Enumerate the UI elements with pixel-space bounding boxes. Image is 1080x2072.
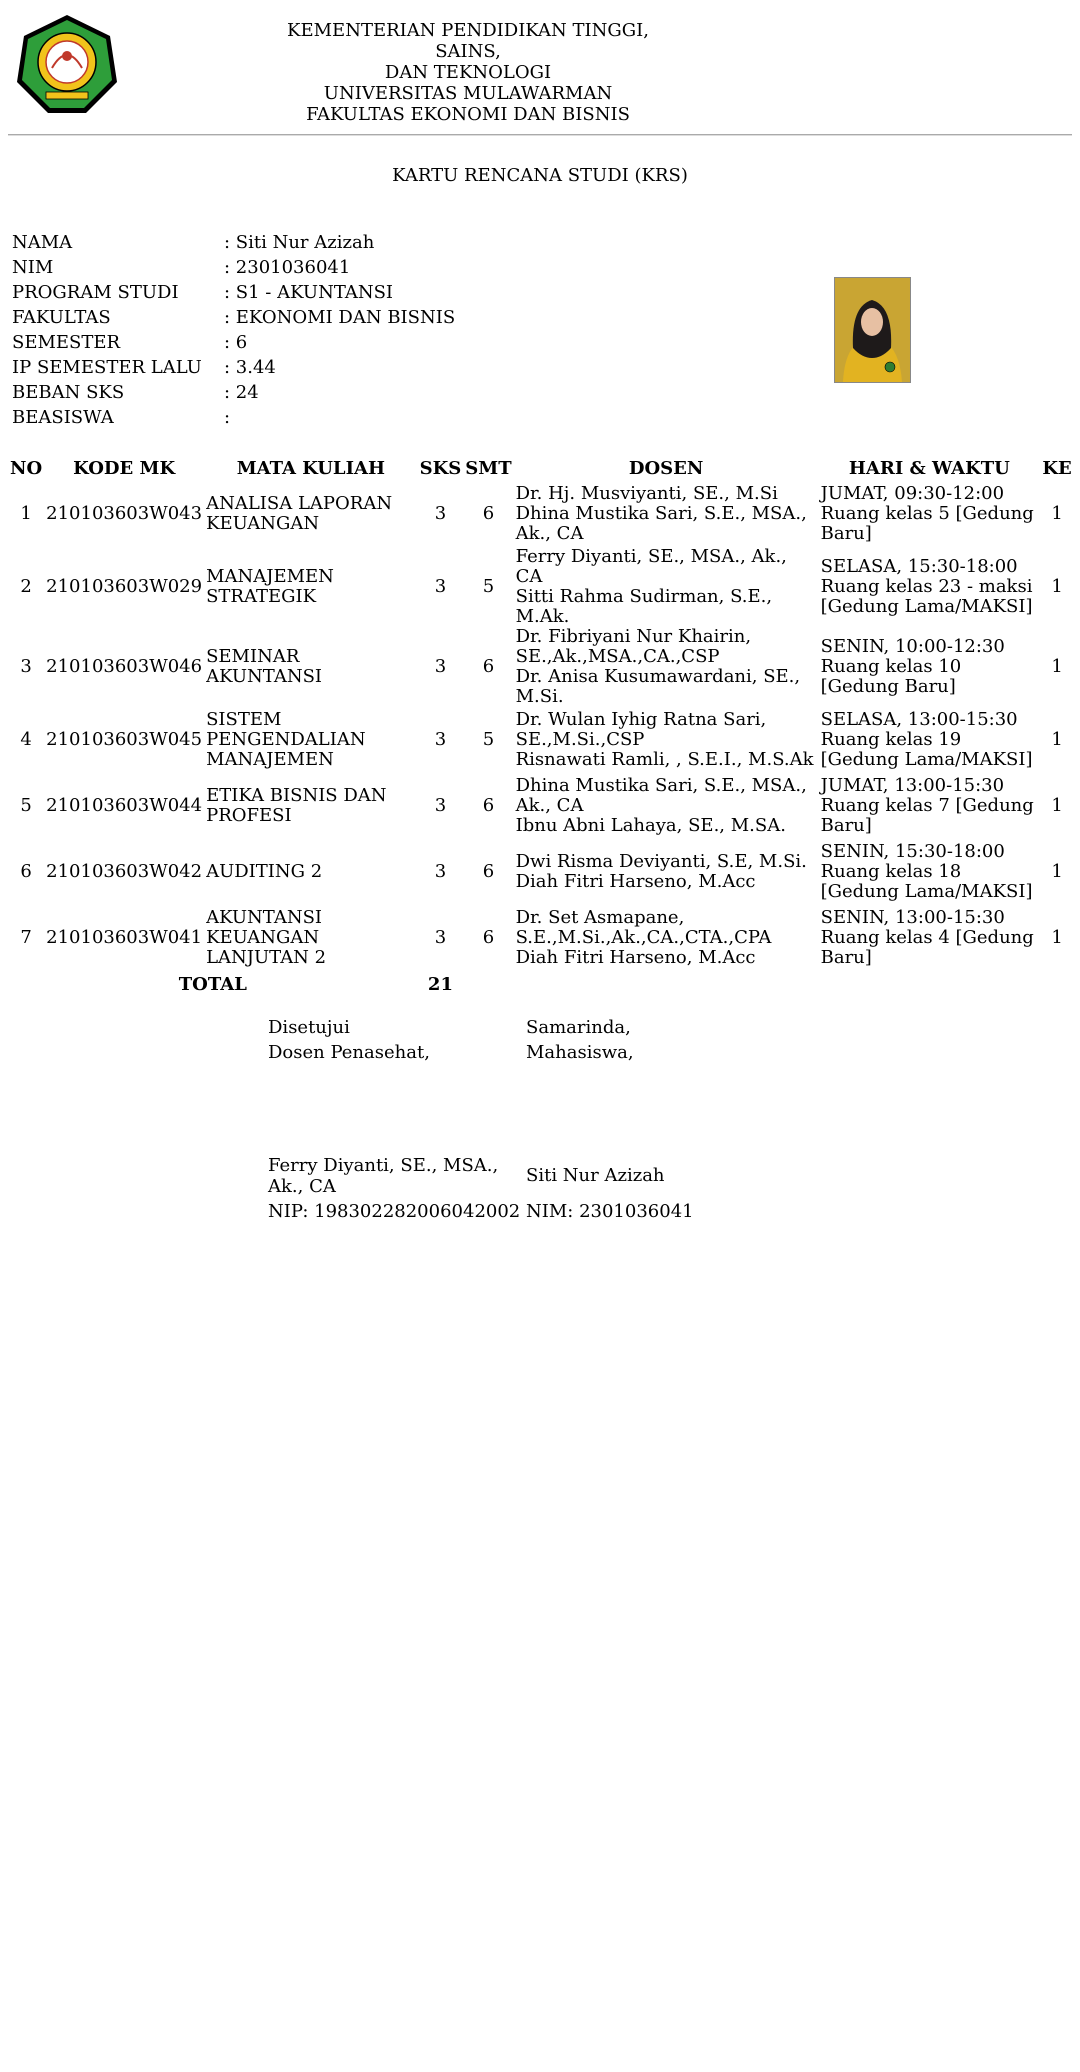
- total-spacer: [463, 971, 1074, 999]
- cell-smt: 6: [482, 927, 495, 948]
- profile-label: FAKULTAS: [12, 307, 111, 328]
- cell-dosen: [514, 707, 819, 773]
- approval-text: Disetujui: [268, 1017, 350, 1038]
- column-header-kode: KODE MK: [73, 458, 176, 479]
- table-header-row: [8, 456, 1074, 481]
- schedule-time: SELASA, 13:00-15:30: [820, 709, 1018, 730]
- schedule-time: JUMAT, 13:00-15:30: [820, 775, 1005, 796]
- cell-sks: 3: [434, 861, 447, 882]
- lecturer-name: Dr. Hj. Musviyanti, SE., M.Si: [515, 483, 778, 504]
- cell-dosen: [514, 839, 819, 905]
- cell-kode: 210103603W043: [46, 503, 203, 524]
- cell-kode: 210103603W041: [46, 927, 203, 948]
- schedule-room: Ruang kelas 23 - maksi [Gedung Lama/MAKSI]: [820, 576, 1033, 617]
- cell-sks: 3: [434, 656, 447, 677]
- schedule-room: Ruang kelas 19 [Gedung Lama/MAKSI]: [820, 729, 1033, 770]
- lecturer-name: Dr. Wulan Iyhig Ratna Sari, SE.,M.Si.,CSP: [515, 709, 767, 750]
- cell-sks: 3: [434, 927, 447, 948]
- cell-hari-waktu: [819, 905, 1041, 971]
- lecturer-name: Dhina Mustika Sari, S.E., MSA., Ak., CA: [515, 775, 807, 816]
- lecturer-name: Dwi Risma Deviyanti, S.E, M.Si.: [515, 851, 807, 872]
- cell-sks: 3: [434, 503, 447, 524]
- column-header-no: NO: [10, 458, 43, 479]
- cell-no: 7: [20, 927, 32, 948]
- document-header: [0, 0, 1080, 135]
- column-header-mata-kuliah: MATA KULIAH: [236, 458, 385, 479]
- profile-value: : 6: [224, 332, 248, 353]
- student-name: Siti Nur Azizah: [526, 1165, 665, 1186]
- table-row: [8, 905, 1074, 971]
- lecturer-name: Sitti Rahma Sudirman, S.E., M.Ak.: [515, 586, 773, 627]
- profile-row-nama: [12, 230, 712, 255]
- institution-line: FAKULTAS EKONOMI DAN BISNIS: [306, 104, 630, 125]
- cell-smt: 5: [482, 729, 495, 750]
- cell-hari-waktu: [819, 839, 1041, 905]
- table-row: [8, 547, 1074, 627]
- cell-ke: 1: [1051, 576, 1063, 597]
- table-row: [8, 839, 1074, 905]
- cell-smt: 6: [482, 861, 495, 882]
- lecturer-name: Ibnu Abni Lahaya, SE., M.SA.: [515, 815, 786, 836]
- column-header-ke: KE: [1042, 458, 1072, 479]
- cell-hari-waktu: [819, 707, 1041, 773]
- profile-label: NAMA: [12, 232, 73, 253]
- cell-mata-kuliah: ANALISA LAPORAN KEUANGAN: [206, 493, 393, 534]
- profile-row-semester: [12, 330, 712, 355]
- schedule-room: Ruang kelas 4 [Gedung Baru]: [820, 927, 1034, 968]
- institution-line: KEMENTERIAN PENDIDIKAN TINGGI, SAINS,: [287, 20, 649, 62]
- lecturer-name: Diah Fitri Harseno, M.Acc: [515, 871, 756, 892]
- profile-row-beban-sks: [12, 380, 712, 405]
- schedule-room: Ruang kelas 5 [Gedung Baru]: [820, 503, 1034, 544]
- profile-row-program-studi: [12, 280, 712, 305]
- cell-no: 5: [20, 795, 32, 816]
- lecturer-name: Dr. Set Asmapane, S.E.,M.Si.,Ak.,CA.,CTA.,CPA: [515, 907, 772, 948]
- cell-sks: 3: [434, 729, 447, 750]
- cell-dosen: [514, 481, 819, 547]
- cell-mata-kuliah: SISTEM PENGENDALIAN MANAJEMEN: [206, 709, 366, 770]
- table-row: [8, 707, 1074, 773]
- lecturer-name: Dr. Fibriyani Nur Khairin, SE.,Ak.,MSA.,CA.,CSP: [515, 626, 752, 667]
- cell-kode: 210103603W045: [46, 729, 203, 750]
- column-header-smt: SMT: [465, 458, 512, 479]
- institution-heading: [268, 20, 668, 125]
- profile-value: : S1 - AKUNTANSI: [224, 282, 394, 303]
- cell-no: 1: [20, 503, 32, 524]
- cell-mata-kuliah: MANAJEMEN STRATEGIK: [206, 566, 334, 607]
- cell-ke: 1: [1051, 927, 1063, 948]
- lecturer-name: Diah Fitri Harseno, M.Acc: [515, 947, 756, 968]
- table-row: [8, 773, 1074, 839]
- course-table: [8, 456, 1074, 999]
- profile-label: BEBAN SKS: [12, 382, 125, 403]
- cell-sks: 3: [434, 576, 447, 597]
- cell-dosen: [514, 627, 819, 707]
- lecturer-name: Risnawati Ramli, , S.E.I., M.S.Ak: [515, 749, 814, 770]
- cell-kode: 210103603W042: [46, 861, 203, 882]
- student-photo: [834, 277, 911, 383]
- cell-mata-kuliah: ETIKA BISNIS DAN PROFESI: [206, 785, 387, 826]
- profile-row-nim: [12, 255, 712, 280]
- profile-row-ip: [12, 355, 712, 380]
- header-divider: [8, 134, 1072, 135]
- table-row: [8, 481, 1074, 547]
- cell-sks: 3: [434, 795, 447, 816]
- advisor-signature: [268, 1015, 518, 1065]
- schedule-time: SENIN, 10:00-12:30: [820, 636, 1005, 657]
- cell-hari-waktu: [819, 547, 1041, 627]
- profile-value: : 24: [224, 382, 259, 403]
- advisor-nip: NIP: 198302282006042002: [268, 1201, 521, 1222]
- lecturer-name: Ferry Diyanti, SE., MSA., Ak., CA: [515, 546, 787, 587]
- profile-label: IP SEMESTER LALU: [12, 357, 202, 378]
- profile-label: BEASISWA: [12, 407, 114, 428]
- institution-line: DAN TEKNOLOGI: [384, 62, 552, 83]
- student-profile: [12, 230, 712, 430]
- profile-value: :: [224, 407, 231, 428]
- cell-smt: 6: [482, 656, 495, 677]
- cell-dosen: [514, 905, 819, 971]
- cell-kode: 210103603W046: [46, 656, 203, 677]
- profile-row-fakultas: [12, 305, 712, 330]
- cell-kode: 210103603W044: [46, 795, 203, 816]
- schedule-room: Ruang kelas 7 [Gedung Baru]: [820, 795, 1034, 836]
- table-row: [8, 627, 1074, 707]
- profile-value: : 2301036041: [224, 257, 351, 278]
- page-title: KARTU RENCANA STUDI (KRS): [392, 165, 688, 186]
- total-label: TOTAL: [178, 974, 247, 995]
- cell-ke: 1: [1051, 656, 1063, 677]
- cell-smt: 6: [482, 503, 495, 524]
- cell-ke: 1: [1051, 729, 1063, 750]
- cell-mata-kuliah: SEMINAR AKUNTANSI: [206, 646, 323, 687]
- table-total-row: [8, 971, 1074, 999]
- cell-mata-kuliah: AKUNTANSI KEUANGAN LANJUTAN 2: [206, 907, 327, 968]
- cell-smt: 6: [482, 795, 495, 816]
- column-header-hari-waktu: HARI & WAKTU: [848, 458, 1010, 479]
- cell-no: 4: [20, 729, 32, 750]
- cell-no: 2: [20, 576, 32, 597]
- profile-label: SEMESTER: [12, 332, 121, 353]
- column-header-dosen: DOSEN: [628, 458, 704, 479]
- cell-hari-waktu: [819, 481, 1041, 547]
- cell-dosen: [514, 773, 819, 839]
- cell-no: 3: [20, 656, 32, 677]
- university-logo: [14, 12, 120, 118]
- student-title: Mahasiswa,: [526, 1042, 634, 1063]
- profile-row-beasiswa: [12, 405, 712, 430]
- schedule-room: Ruang kelas 18 [Gedung Lama/MAKSI]: [820, 861, 1033, 902]
- total-sks: 21: [427, 974, 453, 995]
- cell-smt: 5: [482, 576, 495, 597]
- cell-ke: 1: [1051, 861, 1063, 882]
- schedule-time: JUMAT, 09:30-12:00: [820, 483, 1005, 504]
- student-nim: NIM: 2301036041: [526, 1201, 694, 1222]
- profile-label: NIM: [12, 257, 54, 278]
- cell-dosen: [514, 547, 819, 627]
- cell-mata-kuliah: AUDITING 2: [206, 861, 323, 882]
- advisor-title: Dosen Penasehat,: [268, 1042, 430, 1063]
- schedule-time: SENIN, 15:30-18:00: [820, 841, 1005, 862]
- cell-kode: 210103603W029: [46, 576, 203, 597]
- schedule-room: Ruang kelas 10 [Gedung Baru]: [820, 656, 962, 697]
- cell-ke: 1: [1051, 503, 1063, 524]
- cell-hari-waktu: [819, 627, 1041, 707]
- column-header-sks: SKS: [419, 458, 462, 479]
- schedule-time: SENIN, 13:00-15:30: [820, 907, 1005, 928]
- profile-value: : Siti Nur Azizah: [224, 232, 375, 253]
- profile-label: PROGRAM STUDI: [12, 282, 179, 303]
- lecturer-name: Dr. Anisa Kusumawardani, SE., M.Si.: [515, 666, 801, 707]
- advisor-name: Ferry Diyanti, SE., MSA., Ak., CA: [268, 1155, 499, 1197]
- student-signature: [526, 1015, 776, 1065]
- lecturer-name: Dhina Mustika Sari, S.E., MSA., Ak., CA: [515, 503, 807, 544]
- place-text: Samarinda,: [526, 1017, 631, 1038]
- profile-value: : EKONOMI DAN BISNIS: [224, 307, 456, 328]
- cell-no: 6: [20, 861, 32, 882]
- institution-line: UNIVERSITAS MULAWARMAN: [323, 83, 613, 104]
- profile-value: : 3.44: [224, 357, 276, 378]
- schedule-time: SELASA, 15:30-18:00: [820, 556, 1018, 577]
- cell-ke: 1: [1051, 795, 1063, 816]
- cell-hari-waktu: [819, 773, 1041, 839]
